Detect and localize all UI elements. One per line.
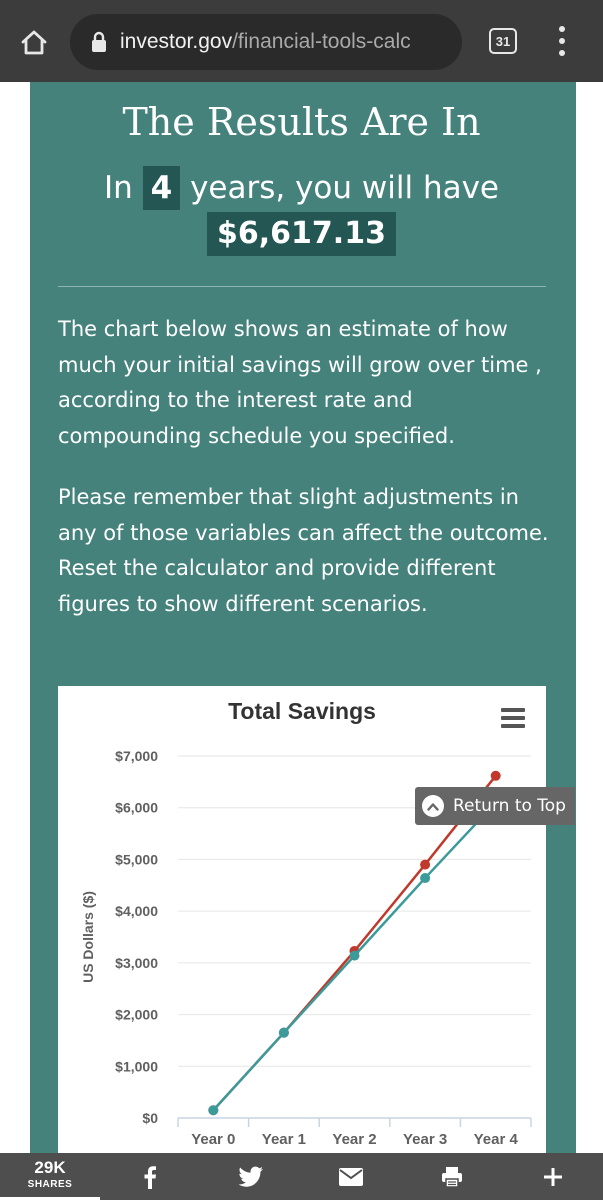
facebook-icon xyxy=(143,1165,157,1189)
share-facebook-button[interactable] xyxy=(100,1153,201,1200)
url-host: investor.gov xyxy=(120,30,233,53)
share-email-button[interactable] xyxy=(301,1153,402,1200)
series-2-point xyxy=(279,1028,289,1038)
y-tick-label: $0 xyxy=(142,1110,158,1126)
share-count-value: 29K xyxy=(34,1158,66,1177)
series-1-point xyxy=(491,771,501,781)
years-suffix: years, you will have xyxy=(190,170,500,206)
y-tick-label: $4,000 xyxy=(115,903,158,920)
email-icon xyxy=(338,1167,364,1187)
tab-count: 31 xyxy=(495,33,511,49)
divider xyxy=(58,286,546,287)
home-button[interactable] xyxy=(14,22,54,62)
y-tick-label: $2,000 xyxy=(115,1006,158,1023)
return-to-top-button[interactable] xyxy=(415,787,575,825)
x-tick-label: Year 0 xyxy=(191,1131,236,1148)
chart-explanation: The chart below shows an estimate of how much your initial savings will grow over time , according to the interest rate and compounding schedule you specified. xyxy=(58,317,542,448)
series-2-point xyxy=(208,1105,218,1115)
y-tick-label: $6,000 xyxy=(115,799,158,816)
url-path: /financial-tools-calc xyxy=(232,30,411,53)
series-2-point xyxy=(420,873,430,883)
share-count-label: SHARES xyxy=(27,1179,73,1190)
plus-icon xyxy=(543,1167,563,1187)
chart-title: Total Savings xyxy=(228,698,376,724)
twitter-icon xyxy=(238,1166,264,1188)
final-amount: $6,617.13 xyxy=(207,212,396,256)
url-bar[interactable] xyxy=(70,14,462,70)
browser-toolbar xyxy=(0,0,603,82)
x-tick-label: Year 1 xyxy=(261,1131,307,1148)
chevron-up-icon xyxy=(422,795,444,817)
amount-row xyxy=(0,212,603,256)
share-more-button[interactable] xyxy=(502,1153,603,1200)
y-tick-label: $5,000 xyxy=(115,851,158,868)
share-print-button[interactable] xyxy=(402,1153,503,1200)
x-tick-label: Year 3 xyxy=(402,1131,448,1148)
total-savings-chart xyxy=(58,686,546,1158)
adjustment-note: Please remember that slight adjustments in any of those variables can affect the outcome. Reset the calculator and provide different figures to show different scenarios. xyxy=(58,485,549,616)
y-axis-title: US Dollars ($) xyxy=(80,891,96,983)
y-tick-label: $7,000 xyxy=(115,748,158,764)
years-summary xyxy=(0,166,603,210)
share-count xyxy=(0,1153,100,1200)
return-to-top-label: Return to Top xyxy=(453,796,566,816)
share-bar xyxy=(0,1153,603,1200)
series-2-point xyxy=(350,951,360,961)
series-1-point xyxy=(420,860,430,870)
years-prefix: In xyxy=(103,170,133,206)
home-icon xyxy=(20,29,48,55)
chart-plot xyxy=(58,686,546,1158)
print-icon xyxy=(441,1166,463,1188)
tabs-icon[interactable] xyxy=(489,28,517,54)
lock-icon xyxy=(90,31,108,53)
more-vert-icon[interactable] xyxy=(548,24,576,58)
y-tick-label: $1,000 xyxy=(115,1058,158,1075)
y-tick-label: $3,000 xyxy=(115,954,158,971)
x-tick-label: Year 4 xyxy=(473,1131,518,1148)
x-tick-label: Year 2 xyxy=(332,1131,377,1148)
share-twitter-button[interactable] xyxy=(201,1153,302,1200)
series-line-1 xyxy=(213,776,495,1110)
years-value: 4 xyxy=(143,166,181,210)
results-title: The Results Are In xyxy=(122,100,481,144)
